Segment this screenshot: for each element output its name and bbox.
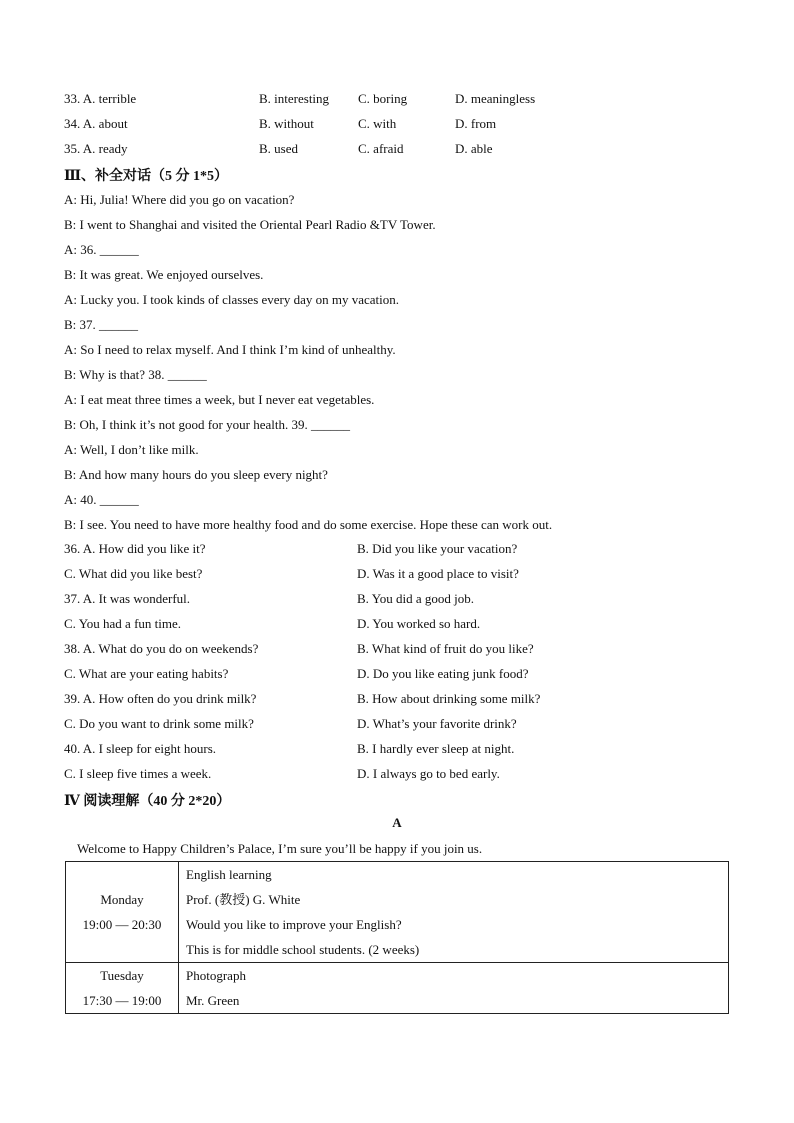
schedule-row — [66, 862, 729, 963]
schedule-info-line: Photograph — [186, 968, 246, 983]
option-a: 33. A. terrible — [64, 91, 137, 106]
schedule-day-cell — [66, 862, 179, 963]
schedule-time: 19:00 — 20:30 — [82, 917, 162, 932]
answer-option: 38. A. What do you do on weekends? — [64, 641, 259, 656]
schedule-info-line: Would you like to improve your English? — [186, 917, 402, 932]
dialogue-line: B: I went to Shanghai and visited the Oriental Pearl Radio &TV Tower. — [64, 217, 436, 232]
answer-option: C. You had a fun time. — [64, 616, 181, 631]
answer-option: B. Did you like your vacation? — [357, 541, 518, 556]
answer-option: C. What are your eating habits? — [64, 666, 229, 681]
dialogue-line: B: Why is that? 38. ______ — [64, 367, 207, 382]
schedule-info-line: English learning — [186, 867, 272, 882]
dialogue-line: A: Hi, Julia! Where did you go on vacation? — [64, 192, 295, 207]
dialogue-line: B: And how many hours do you sleep every night? — [64, 467, 328, 482]
answer-option: D. You worked so hard. — [357, 616, 481, 631]
option-c: C. afraid — [358, 141, 404, 156]
schedule-day-cell — [66, 963, 179, 1014]
passage-intro: Welcome to Happy Children’s Palace, I’m sure you’ll be happy if you join us. — [77, 841, 483, 856]
answer-option: D. I always go to bed early. — [357, 766, 500, 781]
option-d: D. able — [455, 141, 493, 156]
answer-option: C. Do you want to drink some milk? — [64, 716, 254, 731]
answer-option: D. Was it a good place to visit? — [357, 566, 519, 581]
dialogue-line: A: I eat meat three times a week, but I never eat vegetables. — [64, 392, 375, 407]
dialogue-line: A: Well, I don’t like milk. — [64, 442, 199, 457]
option-b: B. interesting — [259, 91, 330, 106]
dialogue-line: A: Lucky you. I took kinds of classes every day on my vacation. — [64, 292, 400, 307]
dialogue-line: B: I see. You need to have more healthy food and do some exercise. Hope these can work out. — [64, 517, 553, 532]
schedule-info-cell — [179, 862, 729, 963]
option-a: 34. A. about — [64, 116, 128, 131]
option-d: D. meaningless — [455, 91, 536, 106]
section-heading-reading: Ⅳ 阅读理解（40 分 2*20） — [64, 794, 231, 809]
answer-option: B. You did a good job. — [357, 591, 475, 606]
answer-option: 40. A. I sleep for eight hours. — [64, 741, 217, 756]
answer-option: B. How about drinking some milk? — [357, 691, 541, 706]
dialogue-line: A: 40. ______ — [64, 492, 139, 507]
answer-option: B. What kind of fruit do you like? — [357, 641, 534, 656]
answer-option: D. What’s your favorite drink? — [357, 716, 517, 731]
dialogue-line: A: So I need to relax myself. And I think I’m kind of unhealthy. — [64, 342, 396, 357]
answer-option: 37. A. It was wonderful. — [64, 591, 191, 606]
schedule-info-line: Prof. (教授) G. White — [186, 892, 301, 907]
schedule-table — [65, 861, 729, 1014]
dialogue-line: B: It was great. We enjoyed ourselves. — [64, 267, 264, 282]
answer-option: C. What did you like best? — [64, 566, 203, 581]
schedule-day: Tuesday — [100, 968, 144, 983]
schedule-time: 17:30 — 19:00 — [82, 993, 162, 1008]
option-b: B. used — [259, 141, 298, 156]
answer-option: C. I sleep five times a week. — [64, 766, 212, 781]
answer-option: 36. A. How did you like it? — [64, 541, 206, 556]
section-heading-dialogue: Ⅲ、补全对话（5 分 1*5） — [64, 169, 229, 184]
option-d: D. from — [455, 116, 497, 131]
answer-option: B. I hardly ever sleep at night. — [357, 741, 515, 756]
dialogue-line: B: Oh, I think it’s not good for your health. 39. ______ — [64, 417, 350, 432]
dialogue-line: A: 36. ______ — [64, 242, 139, 257]
dialogue-line: B: 37. ______ — [64, 317, 139, 332]
answer-option: D. Do you like eating junk food? — [357, 666, 529, 681]
option-b: B. without — [259, 116, 314, 131]
schedule-row — [66, 963, 729, 1014]
option-c: C. boring — [358, 91, 408, 106]
schedule-day: Monday — [100, 892, 144, 907]
schedule-info-cell — [179, 963, 729, 1014]
passage-label: A — [392, 815, 402, 830]
option-c: C. with — [358, 116, 397, 131]
option-a: 35. A. ready — [64, 141, 128, 156]
answer-option: 39. A. How often do you drink milk? — [64, 691, 257, 706]
schedule-info-line: This is for middle school students. (2 weeks) — [186, 942, 420, 957]
schedule-info-line: Mr. Green — [186, 993, 240, 1008]
